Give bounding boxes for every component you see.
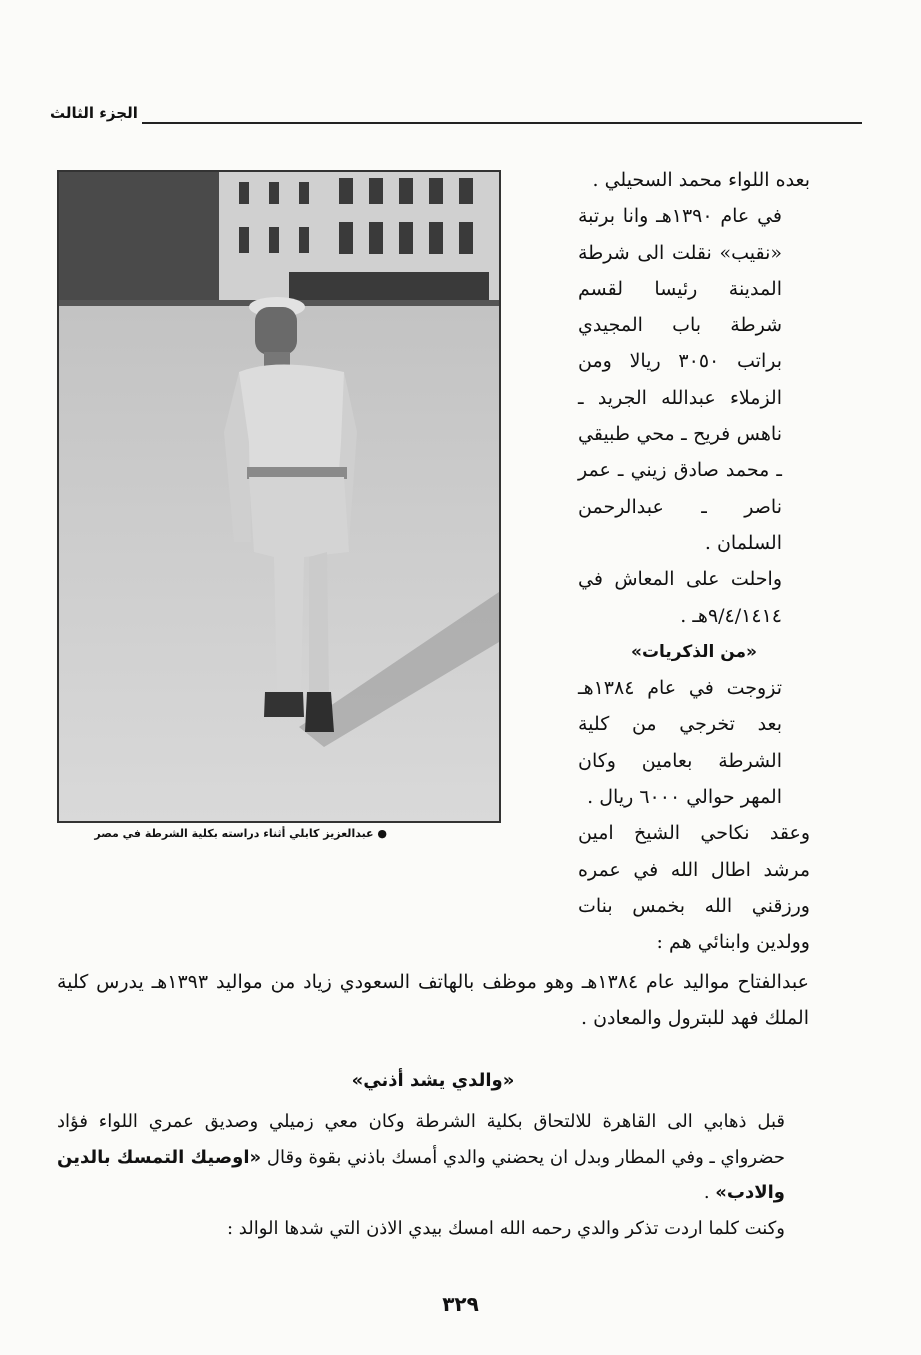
paragraph-children: عبدالفتاح مواليد عام ١٣٨٤هـ وهو موظف بالهاتف السعودي زياد من مواليد ١٣٩٣هـ يدرس كلية الملك فهد للبترول والمعادن . <box>57 971 809 1029</box>
photo-cadet-in-uniform <box>59 172 499 821</box>
column-paragraph: واحلت على المعاش في ٩/٤/١٤١٤هـ . <box>578 568 782 627</box>
paragraph-memory: وكنت كلما اردت تذكر والدي رحمه الله امسك بيدي الاذن التي شدها الوالد : <box>226 1217 785 1239</box>
page-header <box>50 100 862 130</box>
column-paragraph: تزوجت في عام ١٣٨٤هـ بعد تخرجي من كلية الشرطة بعامين وكان المهر حوالي ٦٠٠٠ ريال . <box>578 677 782 809</box>
father-advice-quote: «اوصيك التمسك بالدين والادب» <box>57 1146 785 1203</box>
column-paragraph: في عام ١٣٩٠هـ وانا برتبة «نقيب» نقلت الى شرطة المدينة رئيسا لقسم شرطة باب المجيدي براتب ٣٠٥٠ ريالا ومن الزملاء عبدالله الجريد ـ ناهس فريح ـ محي طبيقي ـ محمد صادق زيني ـ عمر ناصر ـ عبدالرحمن السلمان . <box>578 205 782 554</box>
photograph <box>57 170 501 823</box>
section-title: «والدي يشد أذني» <box>351 1070 515 1091</box>
section-body <box>57 1104 813 1246</box>
paragraph-airport <box>57 1104 813 1211</box>
page-number: ٣٢٩ <box>442 1292 479 1316</box>
column-paragraph: وعقد نكاحي الشيخ امين مرشد اطال الله في عمره ورزقني الله بخمس بنات وولدين وابنائي هم : <box>578 822 810 954</box>
column-paragraph: بعده اللواء محمد السحيلي . <box>592 169 810 191</box>
full-width-paragraph <box>57 964 809 1036</box>
running-head: الجزء الثالث <box>50 104 138 122</box>
header-rule <box>142 122 862 124</box>
subheading: «من الذكريات» <box>630 641 758 662</box>
paragraph-end: . <box>703 1182 716 1203</box>
paragraph-text: قبل ذهابي الى القاهرة للالتحاق بكلية الشرطة وكان معي زميلي وصديق عمري اللواء فؤاد حضرواي ـ وفي المطار وبدل ان يحضني والدي أمسك باذني بقوة وقال <box>57 1111 785 1168</box>
column-text <box>578 162 810 961</box>
photo-caption: ● عبدالعزيز كابلي أثناء دراسته بكلية الشرطة في مصر <box>94 827 387 840</box>
